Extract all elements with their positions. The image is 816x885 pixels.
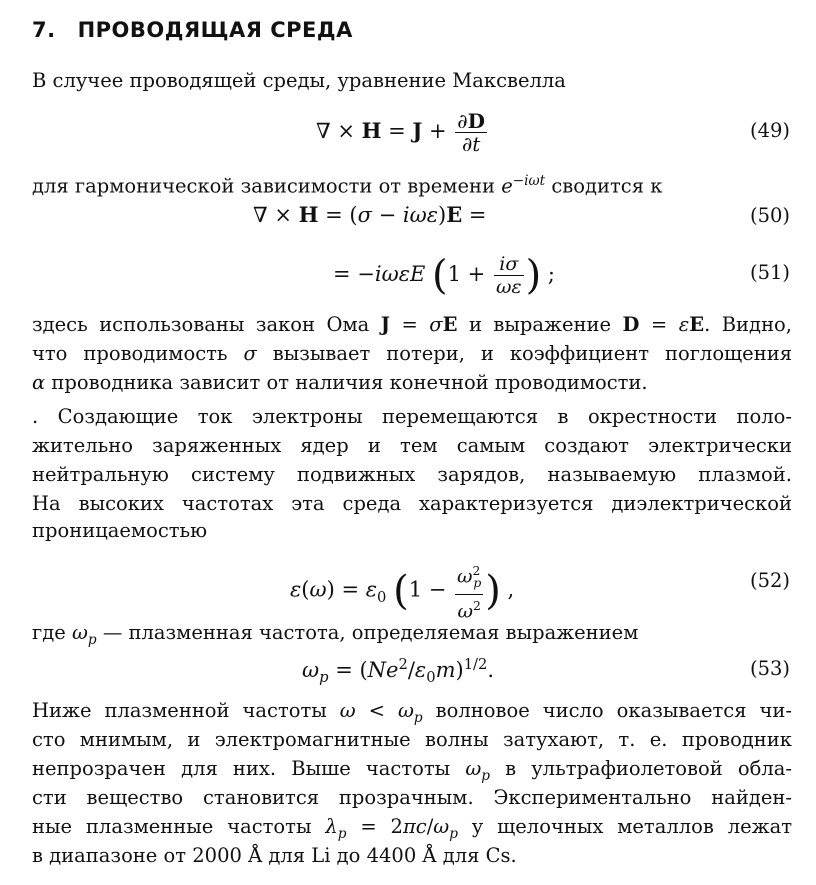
equation-49: ∇ × H = J + $\frac{\partial D}{\partial t}$ [316,109,485,156]
ohm-line: здесь использованы закон Ома J = σE и выражение D = εE. Видно, [32,313,793,336]
where-text-1: где [32,621,66,644]
para2-line-4: На высоких частотах эта среда характеризуется диэлектрической [32,492,792,515]
conductivity-text-2: вызывает потери, и коэффициент поглощения [272,342,793,365]
equation-number-52: (52) [749,569,790,592]
p3-line-2: сто мнимым, и электромагнитные волны затухают, т. е. проводник [32,728,792,751]
alpha-line: α проводника зависит от наличия конечной проводимости. [32,371,648,394]
p3-text-1b: волновое число оказывается чи- [435,699,792,722]
where-line: где $\omega_p$ — плазменная частота, определяемая выражением [32,621,639,648]
p3-line-6: в диапазоне от 2000 Å для Li до 4400 Å для Cs. [32,844,517,867]
equation-number-50: (50) [749,204,790,227]
where-text-2: — плазменная частота, определяемая выражением [102,621,639,644]
p3-text-3b: в ультрафиолетовой обла- [505,757,792,780]
p3-line-4: сти вещество становится прозрачным. Экспериментально найден- [32,786,792,809]
harmonic-prefix: для гармонической зависимости от времени [32,174,495,198]
section-number: 7. [32,18,56,42]
ohm-text-2: и выражение [468,313,612,336]
harmonic-suffix: сводится к [551,174,663,198]
equation-51: = −iωεE (1 + $\frac{i\sigma}{\omega\varepsilon}$ ) ; [333,252,556,299]
para2-line-3: нейтральную систему подвижных зарядов, называемую плазмой. [32,463,792,486]
conductivity-text-1: что проводимость [32,342,228,365]
p3-line-3: непрозрачен для них. Выше частоты $\omega_p$ в ультрафиолетовой обла- [32,757,792,784]
equation-number-53: (53) [749,657,790,680]
section-heading [32,18,353,42]
ohm-text-1: здесь использованы закон Ома [32,313,370,336]
equation-50: ∇ × H = (σ − iωε)E = [253,202,487,227]
p3-text-1a: Ниже плазменной частоты [32,699,327,722]
p3-text-5b: у щелочных металлов лежат [471,815,792,838]
para2-line-5: проницаемостью [32,519,208,542]
equation-52: $\varepsilon(\omega) = \varepsilon_0$ (1 − $\frac{\omega^2_p}{\omega^2}$ ) , [290,560,514,622]
p3-line-1: Ниже плазменной частоты $\omega < \omega_p$ волновое число оказывается чи- [32,699,792,726]
conductivity-line: что проводимость σ вызывает потери, и коэффициент поглощения [32,342,793,365]
para2-line-1: . Создающие ток электроны перемещаются в окрестности поло- [32,405,792,428]
p3-line-5: ные плазменные частоты $\lambda_p = 2\pi c/\omega_p$ у щелочных металлов лежат [32,815,792,842]
p3-text-5a: ные плазменные частоты [32,815,312,838]
section-title: ПРОВОДЯЩАЯ СРЕДА [77,18,353,42]
para2-line-2: жительно заряженных ядер и тем самым создают электрически [32,434,792,457]
equation-number-51: (51) [749,261,790,284]
equation-53: $\omega_p = (Ne^2/\varepsilon_0m)^{1/2}$. [302,656,495,687]
ohm-text-3: . Видно, [704,313,793,336]
alpha-text: проводника зависит от наличия конечной проводимости. [51,371,648,394]
equation-number-49: (49) [749,119,790,142]
harmonic-line: для гармонической зависимости от времени $e^{-i\omega t}$ сводится к [32,173,663,198]
p3-text-3a: непрозрачен для них. Выше частоты [32,757,451,780]
intro-text: В случее проводящей среды, уравнение Максвелла [32,69,566,92]
intro-line [32,68,566,94]
